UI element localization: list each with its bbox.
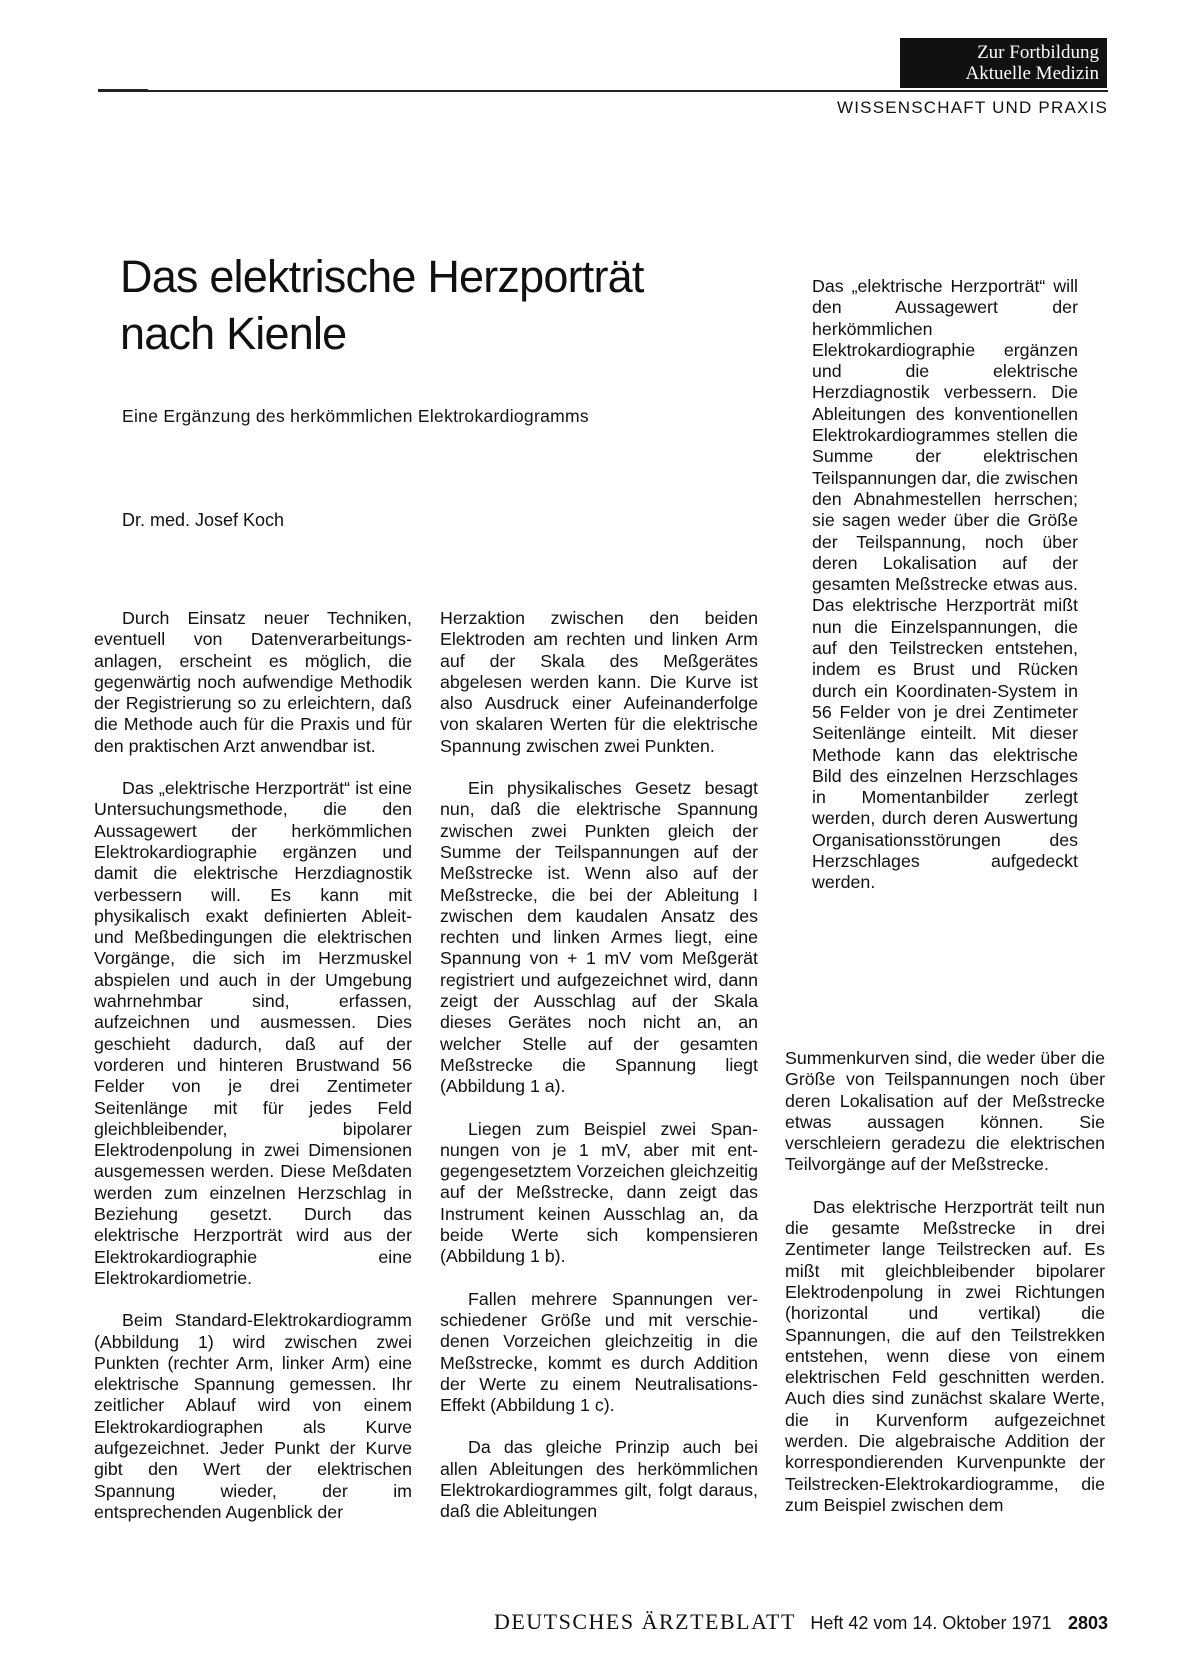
section-label: WISSENSCHAFT UND PRAXIS [837,98,1108,117]
header-rule-accent [98,89,148,92]
journal-name: DEUTSCHES ÄRZTEBLATT [493,1609,796,1634]
title-line-2: nach Kienle [120,308,347,359]
article-title [120,248,760,362]
body-paragraph: Ein physikalisches Gesetz besagt nun, daß die elektrische Spannung zwischen zwei Punkten gleich der Summe der Teilspannungen auf der Meßstrecke ist. Wenn also auf der Meßstrecke, die bei der Ableitung I zwischen dem kaudalen Ansatz des rechten und linken Armes liegt, eine Spannung von + 1 mV vom Meßgerät registriert und aufgezeichnet wird, dann zeigt der Ausschlag auf der Skala dieses Gerätes noch nicht an, an welcher Stelle auf der gesamten Meßstrecke die Spannung liegt (Abbildung 1 a). [440,778,758,1097]
article-author: Dr. med. Josef Koch [122,510,285,530]
body-paragraph: Durch Einsatz neuer Techniken, eventuell von Datenverarbeitungsanlagen, erscheint es möglich, die gegenwärtig noch aufwendige Methodik der Registrierung so zu erleichtern, daß die Methode auch für die Praxis und für den praktischen Arzt anwendbar ist. [94,608,412,756]
body-column-1 [94,608,412,1544]
body-paragraph: Da das gleiche Prinzip auch bei allen Ableitungen des herkömmlichen Elektrokardiogrammes gilt, folgt daraus, daß die Ableitungen [440,1437,758,1522]
issue-info: Heft 42 vom 14. Oktober 1971 [810,1613,1052,1633]
abstract-paragraph: Das „elektrische Herzporträt“ will den Aussagewert der herkömmlichen Elektrokardiographie ergänzen und die elektrische Herzdiagnostik verbessern. Die Ableitungen des konventionellen Elektrokardiogrammes stellen die Summe der elektrischen Teilspannungen dar, die zwischen den Abnahmestellen herrschen; sie sagen weder über die Größe der Teilspannung, noch über deren Lokalisation auf der gesamten Meßstrecke etwas aus. Das elektrische Herzporträt mißt nun die Einzelspannungen, die auf den Teilstrecken entstehen, indem es Brust und Rücken durch ein Koordinaten-System in 56 Felder von je drei Zentimeter Seitenlänge einteilt. Mit dieser Methode kann das elektrische Bild des einzelnen Herzschlages in Momentanbilder zerlegt werden, durch deren Auswertung Organisationsstörungen des Herzschlages aufgedeckt werden. [812,276,1078,893]
body-column-2 [440,608,758,1544]
header-rule [98,90,1108,92]
abstract-column [812,276,1078,915]
body-paragraph: Das elektrische Herzporträt teilt nun die gesamte Meßstrecke in drei Zentimeter lange Teilstrecken auf. Es mißt mit gleichbleibender bipolarer Elektrodenpolung in zwei Richtungen (horizontal und vertikal) die Spannungen, die auf den Teilstrekken entstehen, wenn diese von einem elektrischen Feld geschnitten werden. Auch dies sind zunächst skalare Werte, die in Kurvenform aufgezeichnet werden. Die algebraische Addition der korrespondierenden Kurvenpunkte der Teilstrecken-Elektrokardiogramme, die zum Beispiel zwischen dem [785,1196,1105,1515]
body-paragraph: Summenkurven sind, die weder über die Größe von Teilspannungen noch über deren Lokalisation auf der Meßstrecke etwas aussagen können. Sie verschleiern geradezu die elektrischen Teilvorgänge auf der Meßstrecke. [785,1048,1105,1175]
title-line-1: Das elektrische Herzporträt [120,251,644,302]
article-subtitle: Eine Ergänzung des herkömmlichen Elektrokardiogramms [122,406,589,426]
body-paragraph: Das „elektrische Herzporträt“ ist eine Untersuchungsmethode, die den Aussagewert der herkömmlichen Elektrokardiographie ergänzen und damit die elektrische Herzdiagnostik verbessern will. Es kann mit physikalisch exakt definierten Ableit- und Meßbedingungen die elektrischen Vorgänge, die sich im Herzmuskel abspielen und auch in der Umgebung wahrnehmbar sind, erfassen, aufzeichnen und ausmessen. Dies geschieht dadurch, daß auf der vorderen und hinteren Brustwand 56 Felder von je drei Zentimeter Seitenlänge mit für jedes Feld gleichbleibender, bipolarer Elektrodenpolung in zwei Dimensionen ausgemessen werden. Diese Meßdaten werden zum einzelnen Herzschlag in Beziehung gesetzt. Durch das elektrische Herzporträt wird aus der Elektrokardiographie eine Elektrokardiometrie. [94,778,412,1288]
badge-line-fortbildung: Zur Fortbildung [977,42,1099,63]
body-column-3 [785,1048,1105,1537]
section-badge [900,38,1107,88]
body-paragraph: Herzaktion zwischen den beiden Elektroden am rechten und linken Arm auf der Skala des Meßgerätes abgelesen werden kann. Die Kurve ist also Ausdruck einer Aufeinanderfolge von skalaren Werten für die elektrische Spannung zwischen zwei Punkten. [440,608,758,756]
body-paragraph: Fallen mehrere Spannungen verschiedener Größe und mit verschiedenen Vorzeichen gleichzeitig in die Meßstrecke, kommt es durch Addition der Werte zu einem Neutralisations-Effekt (Abbildung 1 c). [440,1288,758,1416]
body-paragraph: Liegen zum Beispiel zwei Spannungen von je 1 mV, aber mit entgegengesetztem Vorzeichen gleichzeitig auf der Meßstrecke, dann zeigt das Instrument keinen Ausschlag an, da beide Werte sich kompensieren (Abbildung 1 b). [440,1118,758,1267]
badge-line-aktuelle-medizin: Aktuelle Medizin [965,63,1099,84]
page-footer [452,1609,1108,1635]
body-paragraph: Beim Standard-Elektrokardiogramm (Abbildung 1) wird zwischen zwei Punkten (rechter Arm, linker Arm) eine elektrische Spannung gemessen. Ihr zeitlicher Ablauf wird von einem Elektrokardiographen als Kurve aufgezeichnet. Jeder Punkt der Kurve gibt den Wert der elektrischen Spannung wieder, der im entsprechenden Augenblick der [94,1310,412,1522]
page-number: 2803 [1067,1613,1108,1633]
